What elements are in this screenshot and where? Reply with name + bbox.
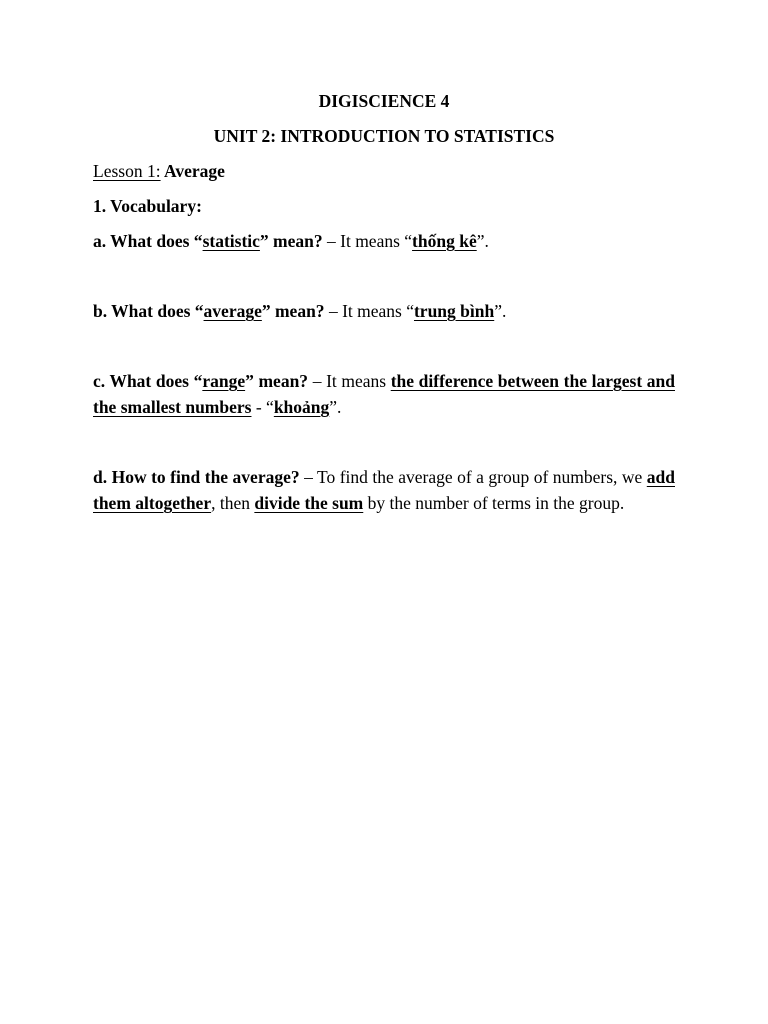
answer-tail: ”. — [494, 301, 507, 321]
vocab-answer: thống kê — [412, 231, 477, 251]
howto-lead: – To find the average of a group of numbers, we — [299, 467, 647, 487]
howto-tail: by the number of terms in the group. — [363, 493, 625, 513]
answer-lead: – It means “ — [324, 301, 414, 321]
vocab-answer: trung bình — [413, 301, 495, 321]
document-page — [93, 88, 675, 525]
howto-mid: , then — [211, 493, 255, 513]
howto-paragraph — [93, 464, 675, 516]
vocab-term: statistic — [202, 231, 260, 251]
howto-question: d. How to find the average? — [93, 467, 300, 487]
section-heading: 1. Vocabulary: — [93, 196, 202, 216]
question-start: c. What does “ — [93, 371, 203, 391]
vocab-term: average — [203, 301, 262, 321]
answer-tail: ”. — [329, 397, 342, 417]
howto-step-add: add them altogether — [93, 467, 675, 513]
answer-lead: – It means “ — [322, 231, 413, 251]
spacer — [93, 333, 675, 368]
question-end: ” mean? — [245, 371, 309, 391]
howto-step-divide: divide the sum — [254, 493, 364, 513]
vocab-answer: the difference between the largest and the smallest numbers — [93, 371, 675, 417]
question-start: b. What does “ — [93, 301, 204, 321]
vocab-answer-vi: khoảng — [273, 397, 330, 417]
answer-lead: – It means — [308, 371, 391, 391]
answer-mid: - “ — [251, 397, 274, 417]
lesson-name: Average — [160, 161, 225, 181]
document-title: DIGISCIENCE 4 — [318, 91, 450, 111]
spacer — [93, 263, 675, 298]
question-end: ” mean? — [261, 301, 325, 321]
vocab-item-b — [93, 298, 675, 324]
lesson-label: Lesson 1: — [93, 161, 161, 181]
vocab-item-c — [93, 368, 675, 420]
question-end: ” mean? — [259, 231, 323, 251]
vocab-item-a — [93, 228, 675, 254]
lesson-line — [93, 158, 675, 184]
unit-heading: UNIT 2: INTRODUCTION TO STATISTICS — [213, 126, 555, 146]
question-start: a. What does “ — [93, 231, 203, 251]
spacer — [93, 429, 675, 464]
vocab-term: range — [202, 371, 246, 391]
answer-tail: ”. — [476, 231, 489, 251]
